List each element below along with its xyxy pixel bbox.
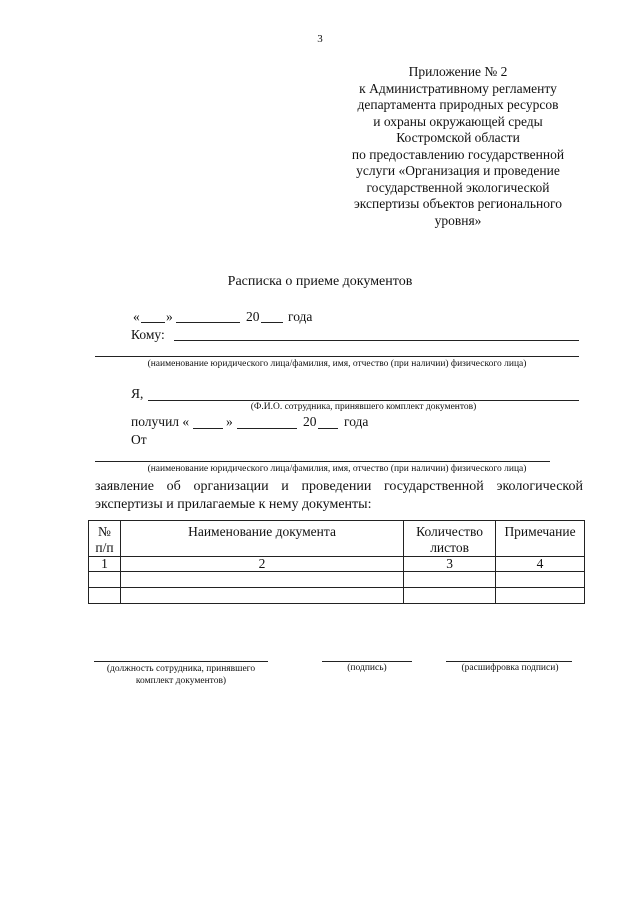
received-month-field[interactable]: [237, 428, 297, 429]
received-day-field[interactable]: [193, 428, 223, 429]
to-field[interactable]: [174, 340, 579, 341]
appendix-line: к Административному регламенту: [359, 80, 557, 96]
table-cell[interactable]: [120, 588, 403, 604]
header-number-line: п/п: [95, 540, 114, 555]
from-caption: (наименование юридического лица/фамилия, имя, отчество (при наличии) физического лица): [147, 464, 527, 474]
received-year-prefix: 20: [303, 414, 317, 429]
header-number-line: №: [98, 524, 111, 539]
receipt-title: Расписка о приеме документов: [227, 274, 413, 289]
appendix-line: и охраны окружающей среды: [373, 113, 543, 129]
date-year-field[interactable]: [261, 322, 283, 323]
received-year-suffix: года: [344, 414, 369, 429]
appendix-line: государственной экологической: [366, 179, 550, 195]
table-cell[interactable]: [89, 588, 121, 604]
from-label: От: [131, 432, 147, 447]
table-row: [89, 572, 585, 588]
position-caption-line: комплект документов): [135, 676, 227, 686]
table-cell[interactable]: [404, 572, 496, 588]
header-sheet-count: [404, 521, 496, 557]
org-name-field[interactable]: [95, 356, 579, 357]
page-number: 3: [317, 33, 323, 45]
appendix-line: по предоставлению государственной: [351, 146, 565, 162]
column-number: 3: [404, 557, 496, 572]
header-count-line: Количество: [416, 524, 484, 539]
appendix-line: Костромской области: [396, 130, 520, 145]
from-field[interactable]: [95, 461, 550, 462]
header-note: Примечание: [496, 521, 585, 557]
employee-name-field[interactable]: [148, 400, 579, 401]
header-count-line: листов: [430, 540, 469, 555]
signature-caption: (подпись): [347, 663, 387, 673]
table-column-number-row: [89, 557, 585, 572]
appendix-line: департамента природных ресурсов: [357, 97, 559, 112]
received-close-quote: »: [226, 414, 233, 429]
declaration-text: [95, 478, 583, 514]
position-field[interactable]: [94, 661, 268, 662]
date-day-field[interactable]: [141, 322, 165, 323]
appendix-line: уровня»: [434, 212, 482, 228]
table-cell[interactable]: [89, 572, 121, 588]
table-cell[interactable]: [404, 588, 496, 604]
i-label: Я,: [131, 386, 144, 401]
date-open-quote: «: [133, 309, 140, 324]
date-year-suffix: года: [288, 309, 313, 324]
table-cell[interactable]: [496, 572, 585, 588]
column-number: 4: [496, 557, 585, 572]
table-row: [89, 588, 585, 604]
documents-table: [88, 520, 585, 604]
received-label: получил «: [131, 414, 190, 429]
column-number: 1: [89, 557, 121, 572]
table-cell[interactable]: [120, 572, 403, 588]
date-year-prefix: 20: [246, 309, 260, 324]
signature-field[interactable]: [322, 661, 412, 662]
date-close-quote: »: [166, 309, 173, 324]
appendix-line: экспертизы объектов регионального: [354, 196, 562, 211]
to-label: Кому:: [131, 327, 165, 342]
appendix-header: [330, 64, 586, 229]
table-cell[interactable]: [496, 588, 585, 604]
employee-caption: (Ф.И.О. сотрудника, принявшего комплект документов): [250, 402, 477, 412]
date-month-field[interactable]: [176, 322, 240, 323]
appendix-line: услуги «Организация и проведение: [356, 163, 560, 178]
table-header-row: [89, 521, 585, 557]
position-caption-line: (должность сотрудника, принявшего: [106, 664, 256, 674]
org-name-caption: (наименование юридического лица/фамилия, имя, отчество (при наличии) физического лица): [147, 359, 527, 369]
declaration-line: заявление об организации и проведении государственной экологической: [95, 479, 583, 494]
appendix-line: Приложение № 2: [408, 64, 508, 79]
header-document-name: Наименование документа: [120, 521, 403, 557]
decoding-field[interactable]: [446, 661, 572, 662]
column-number: 2: [120, 557, 403, 572]
declaration-line: экспертизы и прилагаемые к нему документы:: [95, 497, 372, 512]
position-caption: [86, 663, 276, 687]
header-number: [89, 521, 121, 557]
received-year-field[interactable]: [318, 428, 338, 429]
decoding-caption: (расшифровка подписи): [461, 663, 559, 673]
